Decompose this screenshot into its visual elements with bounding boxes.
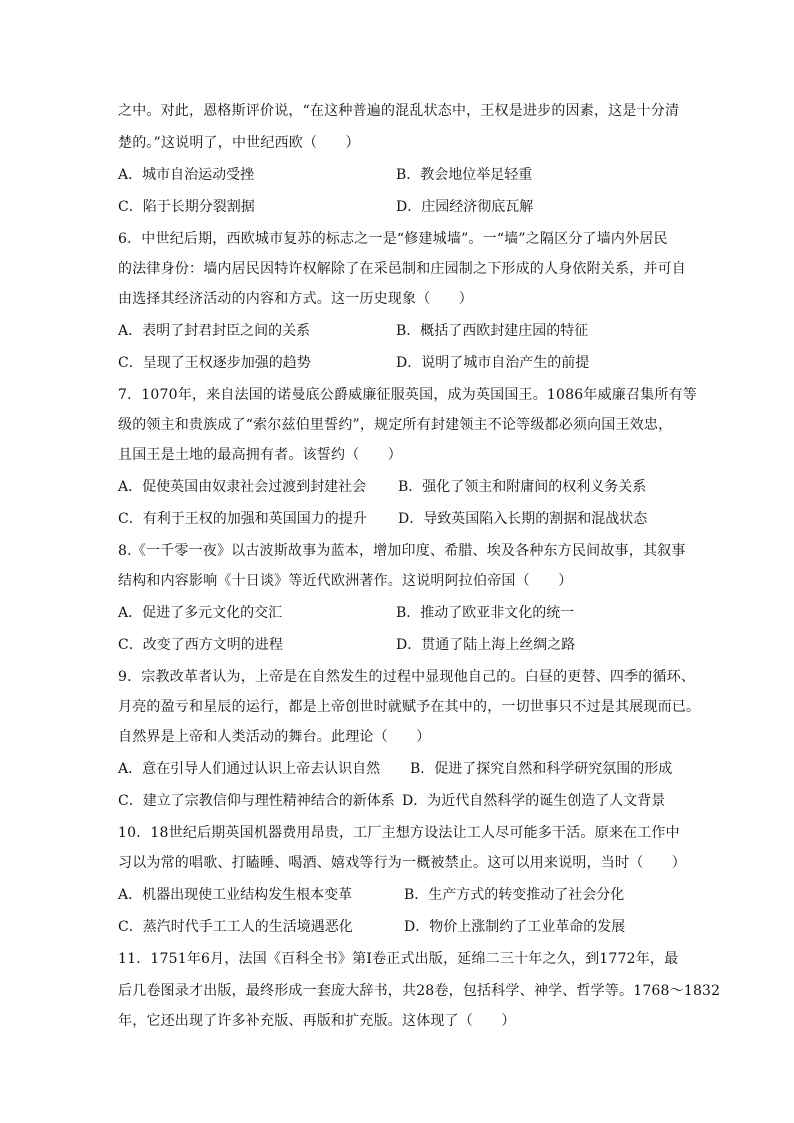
q9-option-c[interactable]: C．建立了宗教信仰与理性精神结合的新体系 (118, 793, 395, 809)
q7-option-a[interactable]: A．促使英国由奴隶社会过渡到封建社会 (118, 479, 367, 495)
q7-option-d[interactable]: D．导致英国陷入长期的割据和混战状态 (398, 511, 648, 527)
q8-option-a[interactable]: A．促进了多元文化的交汇 (118, 605, 283, 621)
q8-option-d[interactable]: D．贯通了陆上海上丝绸之路 (396, 637, 576, 653)
q11-text-line-1: 11．1751年6月，法国《百科全书》第Ⅰ卷正式出版，延绵二三十年之久，到1772年，最 (118, 951, 679, 967)
q6-option-a[interactable]: A．表明了封君封臣之间的关系 (118, 323, 311, 339)
q10-option-a[interactable]: A．机器出现使工业结构发生根本变革 (118, 887, 353, 903)
q5-text-line-2: 楚的。”这说明了，中世纪西欧（ ） (118, 135, 360, 151)
q6-text-line-3: 由选择其经济活动的内容和方式。这一历史现象（ ） (118, 291, 473, 307)
q5-option-a[interactable]: A．城市自治运动受挫 (118, 167, 255, 183)
q9-text-line-3: 自然界是上帝和人类活动的舞台。此理论（ ） (118, 729, 431, 745)
q7-text-line-2: 级的领主和贵族成了“索尔兹伯里誓约”，规定所有封建领主不论等级都必须向国王效忠， (118, 417, 673, 433)
q9-option-a[interactable]: A．意在引导人们通过认识上帝去认识自然 (118, 761, 381, 777)
q10-option-c[interactable]: C．蒸汽时代手工工人的生活境遇恶化 (118, 919, 353, 935)
q7-text-line-3: 且国王是土地的最高拥有者。该誓约（ ） (118, 447, 402, 463)
q6-text-line-2: 的法律身份：墙内居民因特许权解除了在采邑制和庄园制之下形成的人身依附关系，并可自 (118, 261, 686, 277)
q5-text-line-1: 之中。对此，恩格斯评价说，“在这种普遍的混乱状态中，王权是进步的因素，这是十分清 (118, 103, 680, 119)
q8-text-line-1: 8.《一千零一夜》以古波斯故事为蓝本，增加印度、希腊、埃及各种东方民间故事，其叙事 (118, 543, 686, 559)
q10-text-line-2: 习以为常的唱歌、打瞌睡、喝酒、嬉戏等行为一概被禁止。这可以用来说明，当时（ ） (118, 855, 686, 871)
q9-option-d[interactable]: D．为近代自然科学的诞生创造了人文背景 (402, 793, 666, 809)
q6-option-c[interactable]: C．呈现了王权逐步加强的趋势 (118, 355, 311, 371)
q8-option-b[interactable]: B．推动了欧亚非文化的统一 (396, 605, 575, 621)
q7-option-b[interactable]: B．强化了领主和附庸间的权利义务关系 (398, 479, 647, 495)
q11-text-line-3: 年，它还出现了许多补充版、再版和扩充版。这体现了（ ） (118, 1013, 516, 1029)
q6-option-b[interactable]: B．概括了西欧封建庄园的特征 (396, 323, 589, 339)
q8-text-line-2: 结构和内容影响《十日谈》等近代欧洲著作。这说明阿拉伯帝国（ ） (118, 573, 573, 589)
q8-option-c[interactable]: C．改变了西方文明的进程 (118, 637, 283, 653)
q9-text-line-1: 9．宗教改革者认为，上帝是在自然发生的过程中显现他自己的。白昼的更替、四季的循环、 (118, 669, 696, 685)
q5-option-d[interactable]: D．庄园经济彻底瓦解 (396, 199, 534, 215)
q10-text-line-1: 10．18世纪后期英国机器费用昂贵，工厂主想方设法让工人尽可能多干活。原来在工作中 (118, 825, 680, 841)
q5-option-b[interactable]: B．教会地位举足轻重 (396, 167, 533, 183)
q6-option-d[interactable]: D．说明了城市自治产生的前提 (396, 355, 590, 371)
q7-text-line-1: 7．1070年，来自法国的诺曼底公爵威廉征服英国，成为英国国王。1086年威廉召集所有等 (118, 387, 697, 403)
q5-option-c[interactable]: C．陷于长期分裂割据 (118, 199, 255, 215)
q10-option-b[interactable]: B．生产方式的转变推动了社会分化 (404, 887, 625, 903)
q11-text-line-2: 后几卷图录才出版，最终形成一套庞大辞书，共28卷，包括科学、神学、哲学等。1768～1832 (118, 983, 721, 999)
q9-text-line-2: 月亮的盈亏和星辰的运行，都是上帝创世时就赋予在其中的，一切世事只不过是其展现而已。 (118, 699, 701, 715)
q7-option-c[interactable]: C．有利于王权的加强和英国国力的提升 (118, 511, 367, 527)
q6-text-line-1: 6．中世纪后期，西欧城市复苏的标志之一是“修建城墙”。一“墙”之隔区分了墙内外居民 (118, 231, 668, 247)
q9-option-b[interactable]: B．促进了探究自然和科学研究氛围的形成 (410, 761, 673, 777)
q10-option-d[interactable]: D．物价上涨制约了工业革命的发展 (404, 919, 626, 935)
